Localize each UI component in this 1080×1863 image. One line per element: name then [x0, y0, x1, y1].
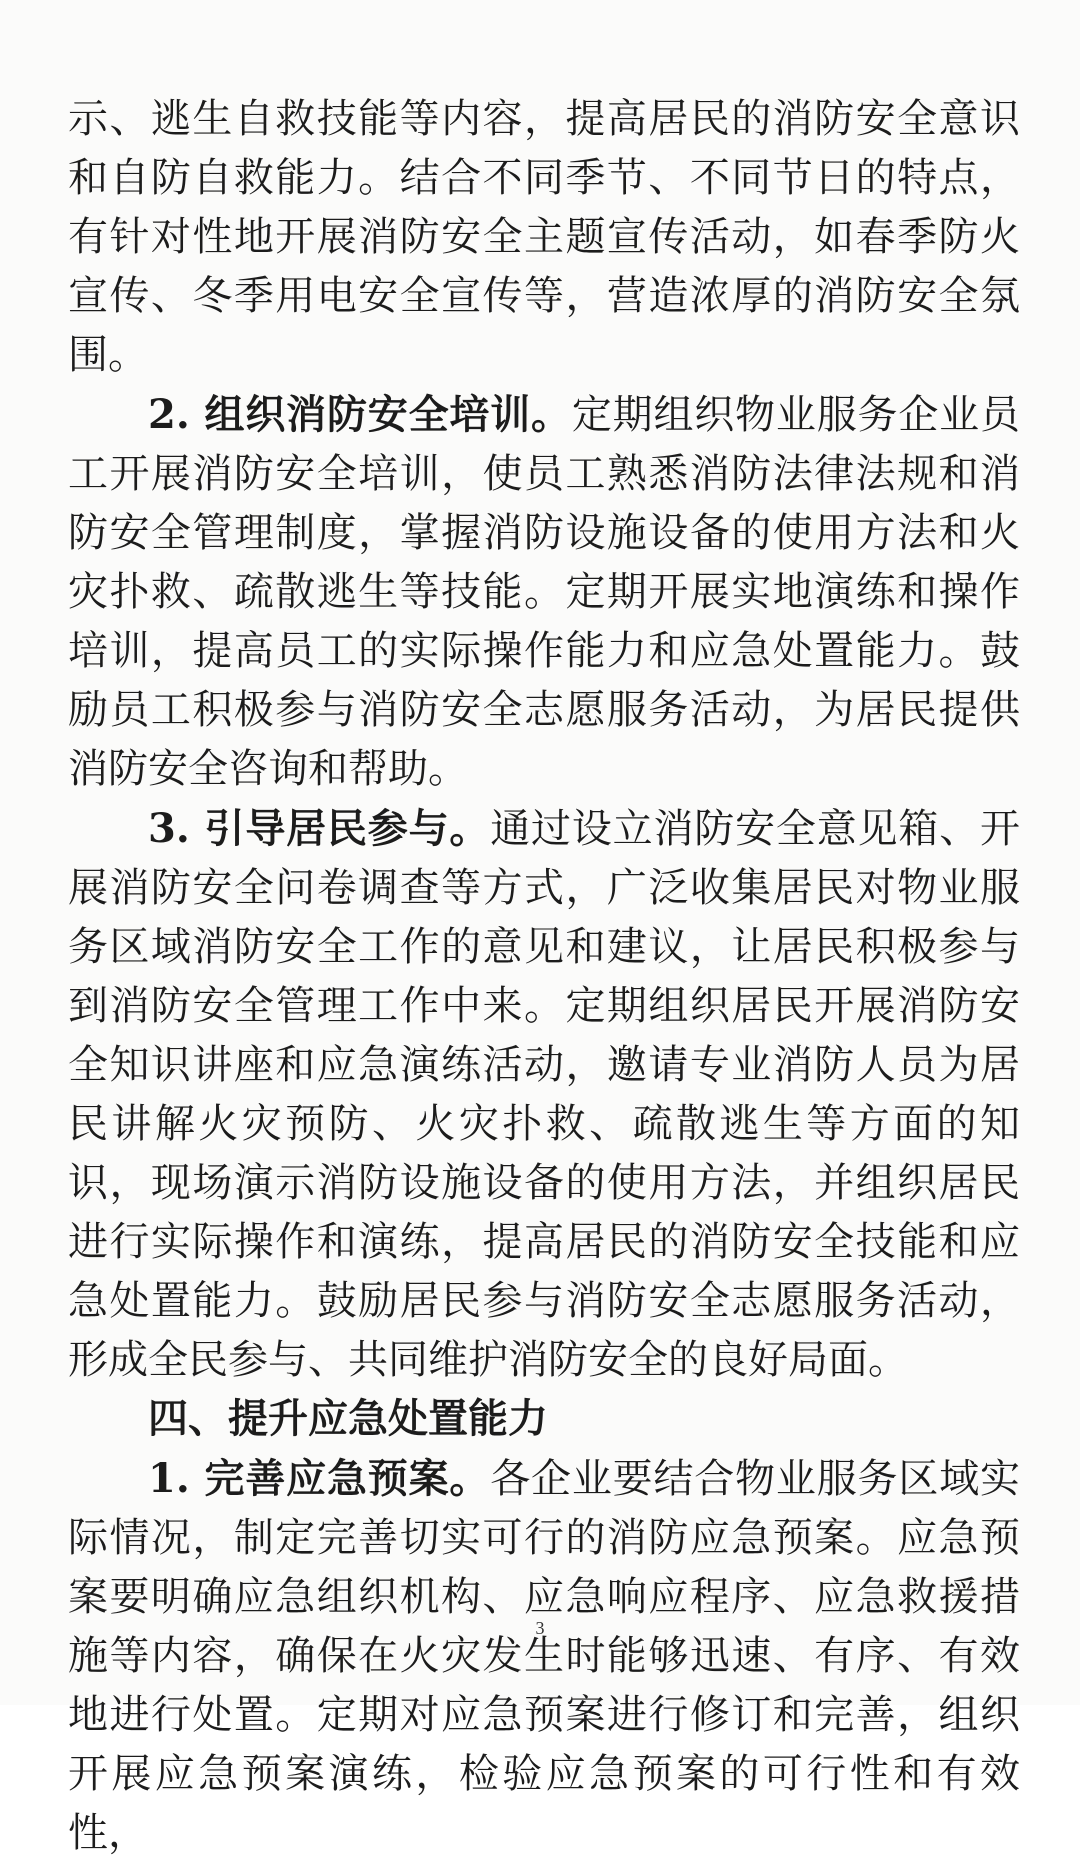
paragraph-text: 各企业要结合物业服务区域实际情况，制定完善切实可行的消防应急预案。应急预案要明确应急组织机构、应急响应程序、应急救援措施等内容，确保在火灾发生时能够迅速、有序、有效地进行处置。定期对应急预案进行修订和完善，组织开展应急预案演练，检验应急预案的可行性和有效性，	[68, 1456, 1021, 1856]
paragraph-lead: 1. 完善应急预案。	[148, 1455, 491, 1502]
paragraph-lead: 3. 引导居民参与。	[148, 805, 491, 852]
paragraph-resident-participation	[68, 799, 1020, 1390]
paragraph-text: 示、逃生自救技能等内容，提高居民的消防安全意识和自防自救能力。结合不同季节、不同节日的特点，有针对性地开展消防安全主题宣传活动，如春季防火宣传、冬季用电安全宣传等，营造浓厚的消防安全氛围。	[68, 96, 1020, 378]
page-number: 3	[535, 1618, 545, 1638]
paragraph-continuation	[68, 90, 1020, 385]
paragraph-fire-safety-training	[68, 385, 1020, 799]
paragraph-lead: 2. 组织消防安全培训。	[148, 391, 572, 438]
section-heading: 四、提升应急处置能力	[148, 1396, 548, 1442]
document-body	[68, 90, 1020, 1863]
paragraph-text: 通过设立消防安全意见箱、开展消防安全问卷调查等方式，广泛收集居民对物业服务区域消防安全工作的意见和建议，让居民积极参与到消防安全管理工作中来。定期组织居民开展消防安全知识讲座和应急演练活动，邀请专业消防人员为居民讲解火灾预防、火灾扑救、疏散逃生等方面的知识，现场演示消防设施设备的使用方法，并组织居民进行实际操作和演练，提高居民的消防安全技能和应急处置能力。鼓励居民参与消防安全志愿服务活动，形成全民参与、共同维护消防安全的良好局面。	[68, 806, 1021, 1383]
paragraph-emergency-plan	[68, 1449, 1020, 1863]
paragraph-text: 定期组织物业服务企业员工开展消防安全培训，使员工熟悉消防法律法规和消防安全管理制度，掌握消防设施设备的使用方法和火灾扑救、疏散逃生等技能。定期开展实地演练和操作培训，提高员工的实际操作能力和应急处置能力。鼓励员工积极参与消防安全志愿服务活动，为居民提供消防安全咨询和帮助。	[68, 392, 1020, 792]
